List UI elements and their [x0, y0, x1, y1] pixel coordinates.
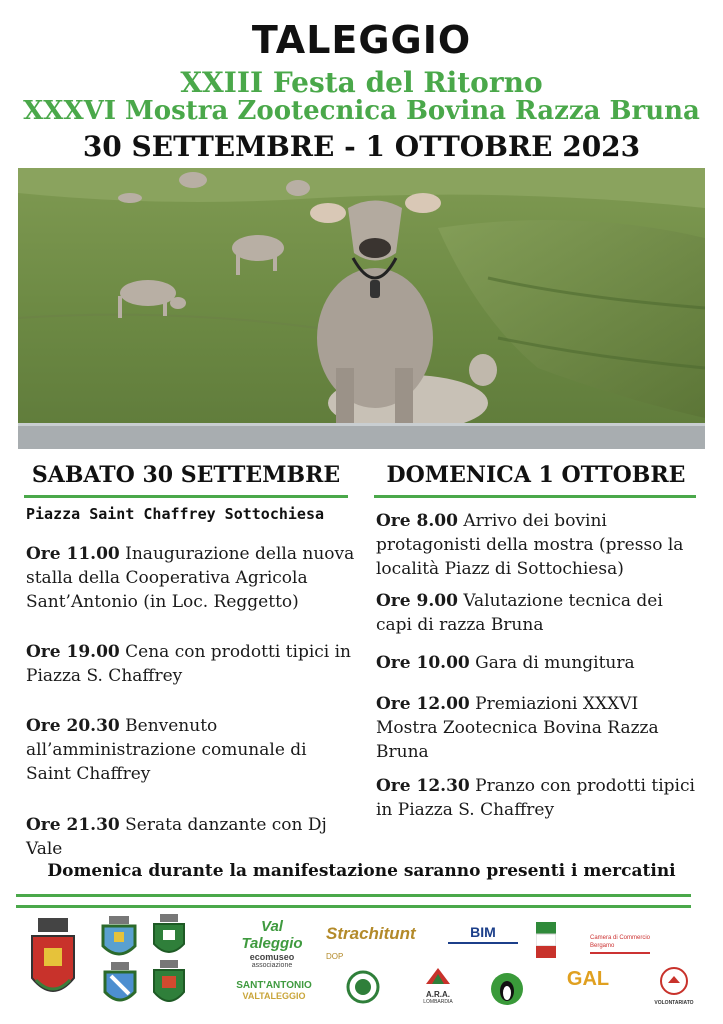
- sunday-event: [376, 651, 696, 675]
- sunday-event: [376, 589, 696, 637]
- sant-antonio-wordmark: SANT'ANTONIO: [236, 980, 312, 991]
- saturday-event: [26, 714, 356, 786]
- event-time: Ore 12.30: [376, 776, 470, 796]
- event-description: Cena con prodotti tipici in Piazza S. Chaffrey: [26, 642, 352, 686]
- sant-antonio-cooperative-logo: [222, 980, 326, 1001]
- saturday-event: [26, 813, 336, 861]
- saturday-heading: SABATO 30 SETTEMBRE: [31, 462, 341, 488]
- penguin-badge-icon: [490, 972, 524, 1010]
- bim-logo: [448, 924, 518, 944]
- event-description: Serata danzante con Dj Vale: [26, 815, 327, 859]
- municipality-crest-icon: [152, 914, 186, 964]
- gal-logo: [566, 968, 610, 991]
- event-time: Ore 12.00: [376, 694, 470, 714]
- event-description: Arrivo dei bovini protagonisti della mostra (presso la località Piazz di Sottochiesa): [376, 511, 684, 579]
- event-description: Valutazione tecnica dei capi di razza Bruna: [376, 591, 663, 635]
- event-time: Ore 10.00: [376, 653, 470, 673]
- strachitunt-dop-logo: [326, 924, 416, 963]
- regional-flag-icon: [536, 922, 556, 964]
- event-dates: 30 SETTEMBRE - 1 OTTOBRE 2023: [82, 130, 641, 163]
- sunday-divider: [374, 495, 696, 498]
- bim-underline: [448, 942, 518, 944]
- event-description: Benvenuto all’amministrazione comunale di Saint Chaffrey: [26, 716, 307, 784]
- round-seal-icon: [346, 970, 380, 1008]
- event-time: Ore 11.00: [26, 544, 120, 564]
- event-description: Pranzo con prodotti tipici in Piazza S. Chaffrey: [376, 776, 695, 820]
- event-time: Ore 20.30: [26, 716, 120, 736]
- sunday-heading: DOMENICA 1 OTTOBRE: [386, 462, 686, 488]
- saturday-divider: [24, 495, 348, 498]
- markets-note: Domenica durante la manifestazione saranno presenti i mercatini: [47, 861, 676, 881]
- val-taleggio-association-text: associazione: [251, 962, 293, 969]
- saturday-event: [26, 640, 356, 688]
- poster-title: TALEGGIO: [251, 18, 472, 62]
- sunday-event: [376, 774, 696, 822]
- municipality-crest-icon: [152, 960, 186, 1014]
- volontariato-text: VOLONTARIATO: [654, 1000, 694, 1006]
- event-description: Inaugurazione della nuova stalla della Cooperativa Agricola Sant’Antonio (in Loc. Reggetto): [26, 544, 355, 612]
- ara-emblem-icon: [424, 966, 452, 986]
- sunday-event: [376, 509, 696, 581]
- volontariato-logo: [652, 966, 696, 1006]
- sant-antonio-subtitle: VALTALEGGIO: [242, 991, 306, 1001]
- sunday-event: [376, 692, 696, 764]
- val-taleggio-ecomuseo-logo: [236, 918, 308, 969]
- saturday-event: [26, 542, 356, 614]
- event-description: Gara di mungitura: [475, 653, 635, 673]
- cows-pasture-photo: [18, 168, 705, 449]
- bim-wordmark: BIM: [470, 924, 496, 940]
- event-time: Ore 19.00: [26, 642, 120, 662]
- val-taleggio-ecomuseo-text: ecomuseo: [249, 952, 295, 962]
- chamber-underline: [590, 952, 650, 954]
- ara-lombardia-logo: [418, 966, 458, 1005]
- chamber-of-commerce-logo: [590, 934, 670, 954]
- footer-divider-bottom: [16, 905, 691, 908]
- strachitunt-dop-text: DOP: [326, 952, 344, 961]
- festival-subtitle: XXIII Festa del Ritorno: [180, 66, 543, 99]
- strachitunt-wordmark: Strachitunt: [326, 924, 416, 943]
- gal-wordmark: GAL: [566, 968, 610, 990]
- taleggio-coat-of-arms-icon: [30, 918, 76, 1010]
- saturday-location: Piazza Saint Chaffrey Sottochiesa: [26, 505, 325, 523]
- val-taleggio-wordmark: Val Taleggio: [241, 918, 303, 952]
- event-description: Premiazioni XXXVI Mostra Zootecnica Bovina Razza Bruna: [376, 694, 659, 762]
- chamber-of-commerce-text: Camera di Commercio Bergamo: [590, 935, 651, 949]
- event-time: Ore 8.00: [376, 511, 458, 531]
- municipality-crest-icon: [101, 916, 137, 964]
- municipality-crest-icon: [103, 962, 137, 1012]
- event-time: Ore 9.00: [376, 591, 458, 611]
- volontariato-emblem-icon: [659, 966, 689, 996]
- exhibition-subtitle: XXXVI Mostra Zootecnica Bovina Razza Bruna: [23, 96, 700, 126]
- event-time: Ore 21.30: [26, 815, 120, 835]
- footer-divider-top: [16, 894, 691, 897]
- ara-subtitle: LOMBARDIA: [423, 999, 453, 1005]
- ara-wordmark: A.R.A.: [426, 990, 450, 999]
